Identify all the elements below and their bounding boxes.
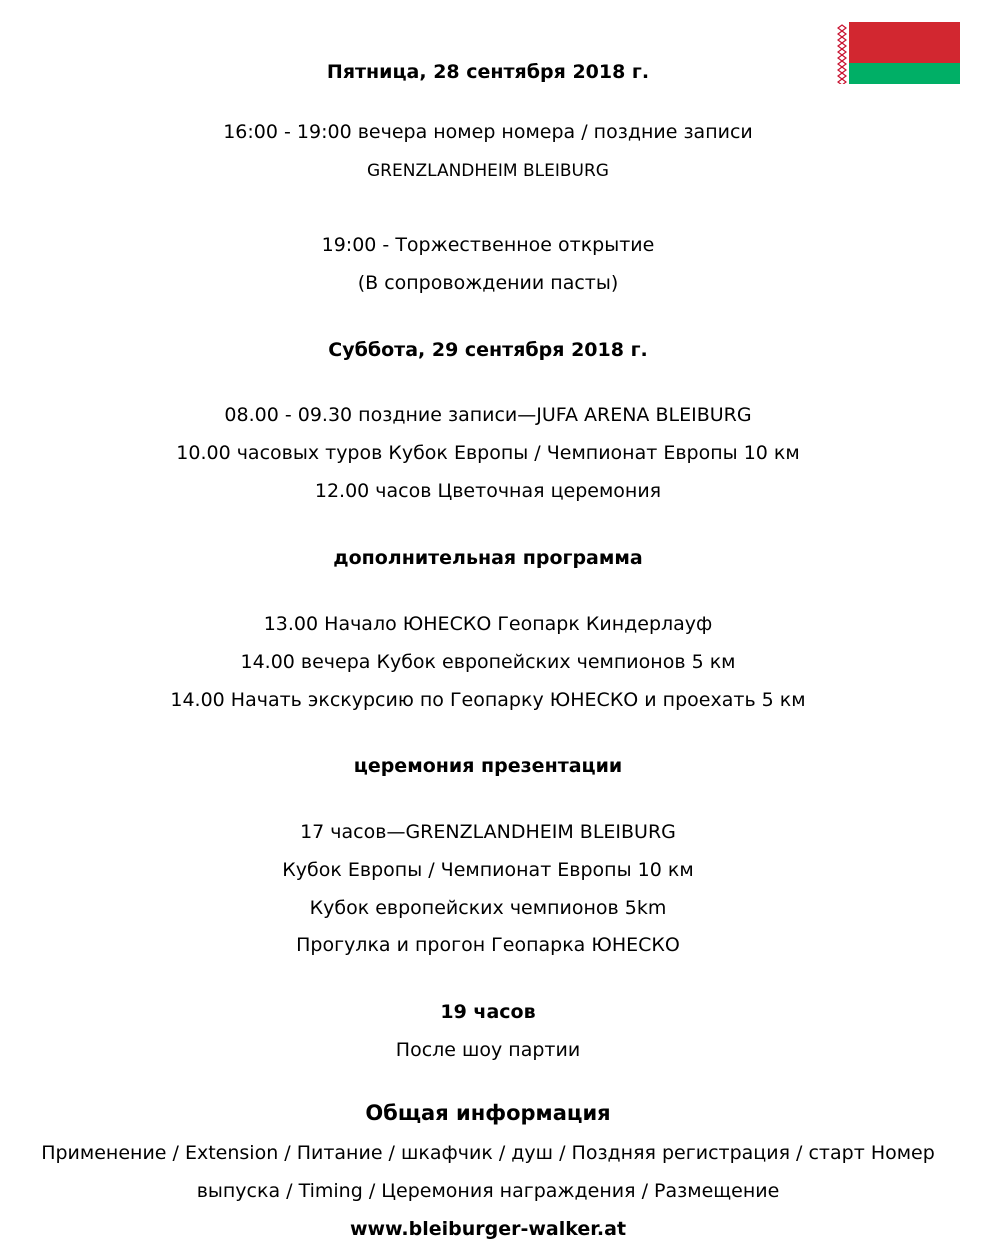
extra-program-heading: дополнительная программа	[333, 547, 643, 569]
website-link[interactable]: www.bleiburger-walker.at	[349, 1218, 627, 1240]
general-info-line-2: выпуска / Timing / Церемония награждения / Размещение	[196, 1180, 780, 1202]
general-info-heading: Общая информация	[365, 1101, 611, 1125]
ceremony-heading: церемония презентации	[353, 755, 623, 777]
friday-opening: 19:00 - Торжественное открытие	[321, 234, 655, 256]
ceremony-geopark-walk: Прогулка и прогон Геопарка ЮНЕСКО	[296, 934, 680, 956]
extra-geopark-tour: 14.00 Начать экскурсию по Геопарку ЮНЕСКО и проехать 5 км	[170, 689, 806, 711]
ceremony-time-venue: 17 часов—GRENZLANDHEIM BLEIBURG	[300, 821, 676, 843]
party-line: После шоу партии	[395, 1039, 581, 1061]
saturday-heading: Суббота, 29 сентября 2018 г.	[328, 339, 648, 361]
saturday-late-registration: 08.00 - 09.30 поздние записи—JUFA ARENA BLEIBURG	[224, 404, 752, 426]
general-info-line-1: Применение / Extension / Питание / шкафчик / душ / Поздняя регистрация / старт Номер	[41, 1142, 935, 1164]
saturday-flower-ceremony: 12.00 часов Цветочная церемония	[314, 480, 662, 502]
extra-champions-cup: 14.00 вечера Кубок европейских чемпионов 5 км	[240, 651, 736, 673]
ceremony-champions-cup: Кубок европейских чемпионов 5km	[309, 897, 667, 919]
friday-venue: GRENZLANDHEIM BLEIBURG	[367, 161, 609, 181]
party-heading: 19 часов	[440, 1001, 536, 1023]
ceremony-europe-cup: Кубок Европы / Чемпионат Европы 10 км	[282, 859, 694, 881]
saturday-tours: 10.00 часовых туров Кубок Европы / Чемпионат Европы 10 км	[176, 442, 800, 464]
friday-registration: 16:00 - 19:00 вечера номер номера / поздние записи	[223, 121, 753, 143]
friday-heading: Пятница, 28 сентября 2018 г.	[326, 61, 650, 83]
extra-kids-run: 13.00 Начало ЮНЕСКО Геопарк Киндерлауф	[263, 613, 713, 635]
friday-opening-note: (В сопровождении пасты)	[357, 272, 619, 294]
